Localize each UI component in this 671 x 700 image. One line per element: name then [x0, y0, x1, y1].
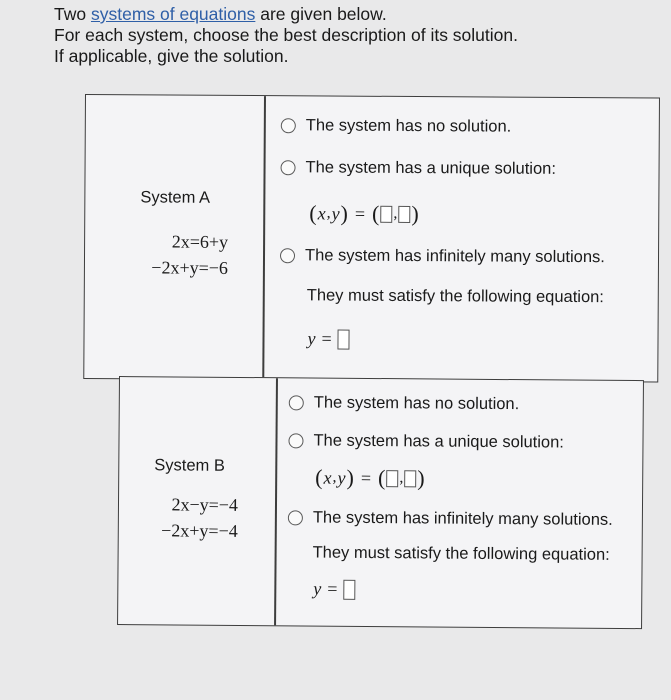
system-b-equation-1: 2x−y=−4	[171, 494, 239, 515]
system-a-satisfy-text: They must satisfy the following equation:	[306, 286, 604, 307]
system-a-label: System A	[140, 188, 211, 207]
system-a-solution-pair: ( x , y ) = ( , )	[309, 200, 419, 227]
system-b-equation-2: −2x+y=−4	[161, 520, 238, 541]
system-b-table	[117, 376, 644, 629]
system-b-no-solution-radio[interactable]	[289, 395, 304, 410]
instructions-line-2: For each system, choose the best description of its solution.	[54, 25, 518, 45]
system-a-infinite-radio[interactable]	[280, 248, 295, 263]
system-b-equation-answer: y =	[313, 579, 355, 600]
system-b-unique-radio[interactable]	[288, 433, 303, 448]
system-a-equations	[151, 228, 228, 280]
system-a-option-infinite[interactable]: The system has infinitely many solutions.	[280, 246, 605, 267]
instructions-line-1: Two systems of equations are given below.	[54, 4, 387, 24]
system-b-label: System B	[154, 456, 225, 475]
system-a-option-unique[interactable]: The system has a unique solution:	[280, 158, 556, 179]
system-b-equation-input[interactable]	[343, 579, 355, 599]
system-b-x-input[interactable]	[386, 470, 398, 487]
system-b-solution-pair: ( x , y ) = ( , )	[315, 464, 425, 491]
system-a-equation-1: 2x=6+y	[171, 231, 229, 252]
system-b-infinite-radio[interactable]	[288, 510, 303, 525]
system-b-option-no-solution[interactable]: The system has no solution.	[289, 393, 520, 414]
column-divider	[262, 96, 265, 379]
system-a-equation-answer: y =	[307, 328, 349, 349]
instructions-line-3: If applicable, give the solution.	[54, 46, 289, 66]
system-b-option-infinite[interactable]: The system has infinitely many solutions.	[288, 508, 613, 530]
instructions	[54, 4, 518, 67]
system-a-x-input[interactable]	[380, 205, 392, 222]
system-b-y-input[interactable]	[404, 470, 416, 487]
system-a-unique-radio[interactable]	[281, 160, 296, 175]
system-b-equations	[161, 491, 238, 544]
system-a-equation-input[interactable]	[338, 329, 350, 349]
system-b-option-unique[interactable]: The system has a unique solution:	[288, 431, 564, 452]
system-a-no-solution-radio[interactable]	[281, 118, 296, 133]
system-a-option-no-solution[interactable]: The system has no solution.	[281, 116, 512, 136]
system-a-y-input[interactable]	[398, 205, 410, 222]
column-divider	[274, 378, 277, 625]
system-a-equation-2: −2x+y=−6	[151, 257, 229, 278]
system-b-satisfy-text: They must satisfy the following equation:	[312, 543, 610, 564]
system-a-table	[83, 94, 660, 383]
systems-of-equations-link[interactable]: systems of equations	[90, 4, 256, 24]
